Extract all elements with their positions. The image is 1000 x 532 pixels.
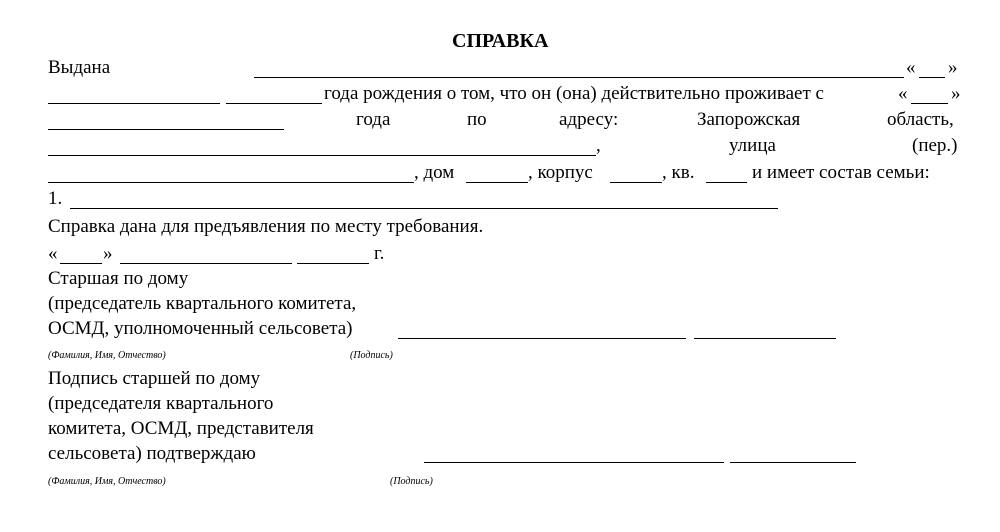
elder-line-3: ОСМД, уполномоченный сельсовета) (48, 318, 353, 339)
caption-sign-2: (Подпись) (390, 476, 433, 487)
quote-close-3: » (103, 243, 113, 264)
street-word: улица (729, 135, 776, 156)
issued-to-label: Выдана (48, 57, 111, 78)
elder-signature-field[interactable] (694, 338, 836, 339)
caption-fio-2: (Фамилия, Имя, Отчество) (48, 476, 166, 487)
quote-open-3: « (48, 243, 58, 264)
issue-year-field[interactable] (297, 263, 369, 264)
quote-open-2: « (898, 83, 908, 104)
since-date-field[interactable] (48, 129, 284, 130)
address-word: адресу: (559, 109, 619, 130)
purpose-text: Справка дана для предъявления по месту требования. (48, 216, 484, 237)
document-title: СПРАВКА (452, 30, 549, 52)
region-name: Запорожская (697, 109, 801, 130)
confirm-line-1: Подпись старшей по дому (48, 368, 261, 389)
caption-fio-1: (Фамилия, Имя, Отчество) (48, 350, 166, 361)
since-day-field[interactable] (911, 103, 948, 104)
quote-close-2: » (951, 83, 961, 104)
family-text: и имеет состав семьи: (752, 162, 930, 183)
issued-to-field[interactable] (254, 77, 904, 78)
house-label: , дом (414, 162, 455, 183)
confirm-name-field[interactable] (424, 462, 724, 463)
building-label: , корпус (528, 162, 593, 183)
at-word: по (467, 109, 487, 130)
year-word: года (356, 109, 391, 130)
elder-line-2: (председатель квартального комитета, (48, 293, 357, 314)
house-field[interactable] (466, 182, 528, 183)
birth-date-field[interactable] (226, 103, 322, 104)
quote-close: » (948, 57, 958, 78)
issue-month-field[interactable] (120, 263, 292, 264)
confirm-line-3: комитета, ОСМД, представителя (48, 418, 314, 439)
date-day-field[interactable] (919, 77, 945, 78)
confirm-line-4: сельсовета) подтверждаю (48, 443, 256, 464)
quote-open: « (906, 57, 916, 78)
caption-sign-1: (Подпись) (350, 350, 393, 361)
lane-word: (пер.) (912, 135, 958, 156)
year-abbr: г. (374, 243, 385, 264)
building-field[interactable] (610, 182, 662, 183)
confirm-signature-field[interactable] (730, 462, 856, 463)
locality-field[interactable] (48, 155, 596, 156)
family-item-number: 1. (48, 188, 63, 209)
comma: , (596, 135, 601, 156)
apartment-label: , кв. (662, 162, 695, 183)
issue-day-field[interactable] (60, 263, 102, 264)
oblast-word: область, (887, 109, 954, 130)
family-member-field[interactable] (70, 208, 778, 209)
street-field[interactable] (48, 182, 414, 183)
apartment-field[interactable] (706, 182, 747, 183)
confirm-line-2: (председателя квартального (48, 393, 274, 414)
birth-year-text: года рождения о том, что он (она) действительно проживает с (324, 83, 824, 104)
name-field[interactable] (48, 103, 220, 104)
elder-line-1: Старшая по дому (48, 268, 189, 289)
elder-name-field[interactable] (398, 338, 686, 339)
